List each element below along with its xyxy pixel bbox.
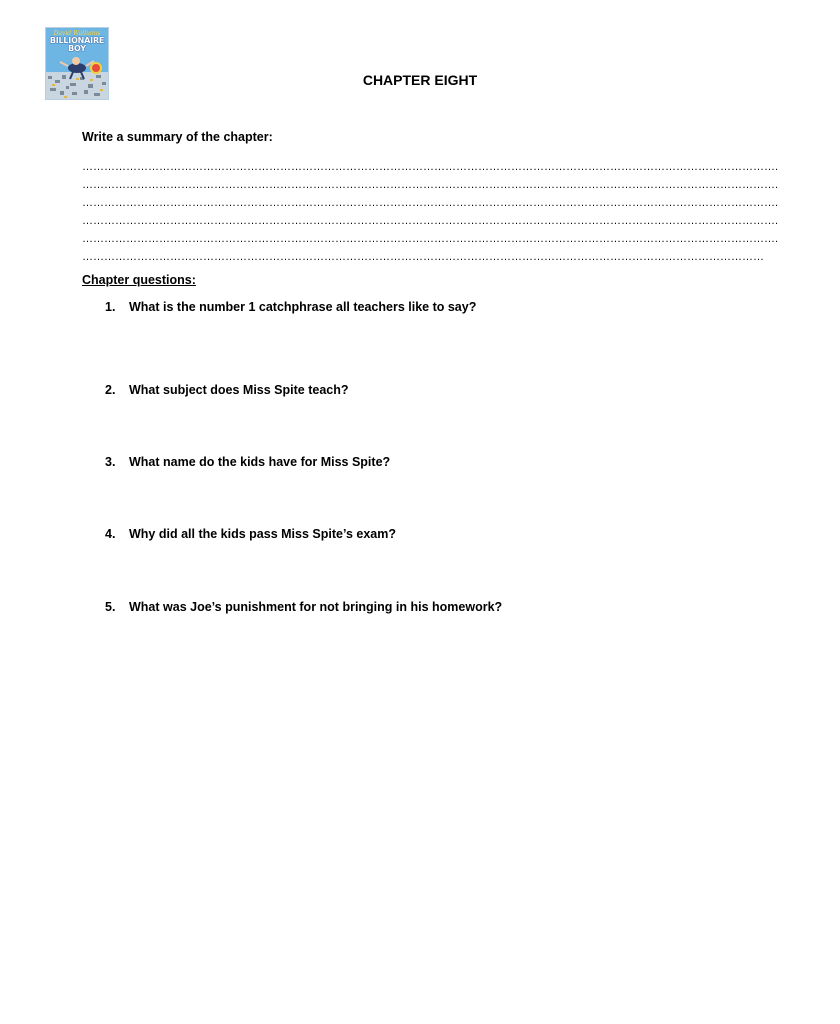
book-cover-image: [45, 27, 109, 100]
question-number: 4.: [105, 527, 116, 541]
cover-author: David Walliams: [53, 30, 101, 37]
question-number: 3.: [105, 455, 116, 469]
question-item: [105, 600, 502, 614]
question-number: 5.: [105, 600, 116, 614]
writing-line: ……………………………………………………………………………………………………………………………………………………………………….: [82, 197, 779, 209]
question-item: [105, 383, 349, 397]
question-item: [105, 300, 476, 314]
question-item: [105, 527, 396, 541]
cover-title: BILLIONAIRE BOY: [49, 36, 105, 53]
question-item: [105, 455, 390, 469]
page-title: CHAPTER EIGHT: [362, 72, 478, 88]
question-number: 2.: [105, 383, 116, 397]
question-text: Why did all the kids pass Miss Spite’s exam?: [129, 527, 396, 541]
writing-line: ……………………………………………………………………………………………………………………………………………………………………….: [82, 161, 779, 173]
summary-label: Write a summary of the chapter:: [82, 130, 273, 144]
question-text: What is the number 1 catchphrase all teachers like to say?: [129, 300, 477, 314]
writing-line: ……………………………………………………………………………………………………………………………………………………………………: [82, 251, 764, 263]
writing-line: ……………………………………………………………………………………………………………………………………………………………………….: [82, 233, 779, 245]
writing-line: ……………………………………………………………………………………………………………………………………………………………………….: [82, 179, 779, 191]
question-number: 1.: [105, 300, 116, 314]
question-text: What was Joe’s punishment for not bringing in his homework?: [129, 600, 503, 614]
questions-heading: Chapter questions:: [82, 273, 196, 287]
writing-line: ……………………………………………………………………………………………………………………………………………………………………….: [82, 215, 779, 227]
summary-writing-lines: [82, 158, 779, 266]
question-text: What subject does Miss Spite teach?: [129, 383, 349, 397]
question-text: What name do the kids have for Miss Spite?: [129, 455, 391, 469]
